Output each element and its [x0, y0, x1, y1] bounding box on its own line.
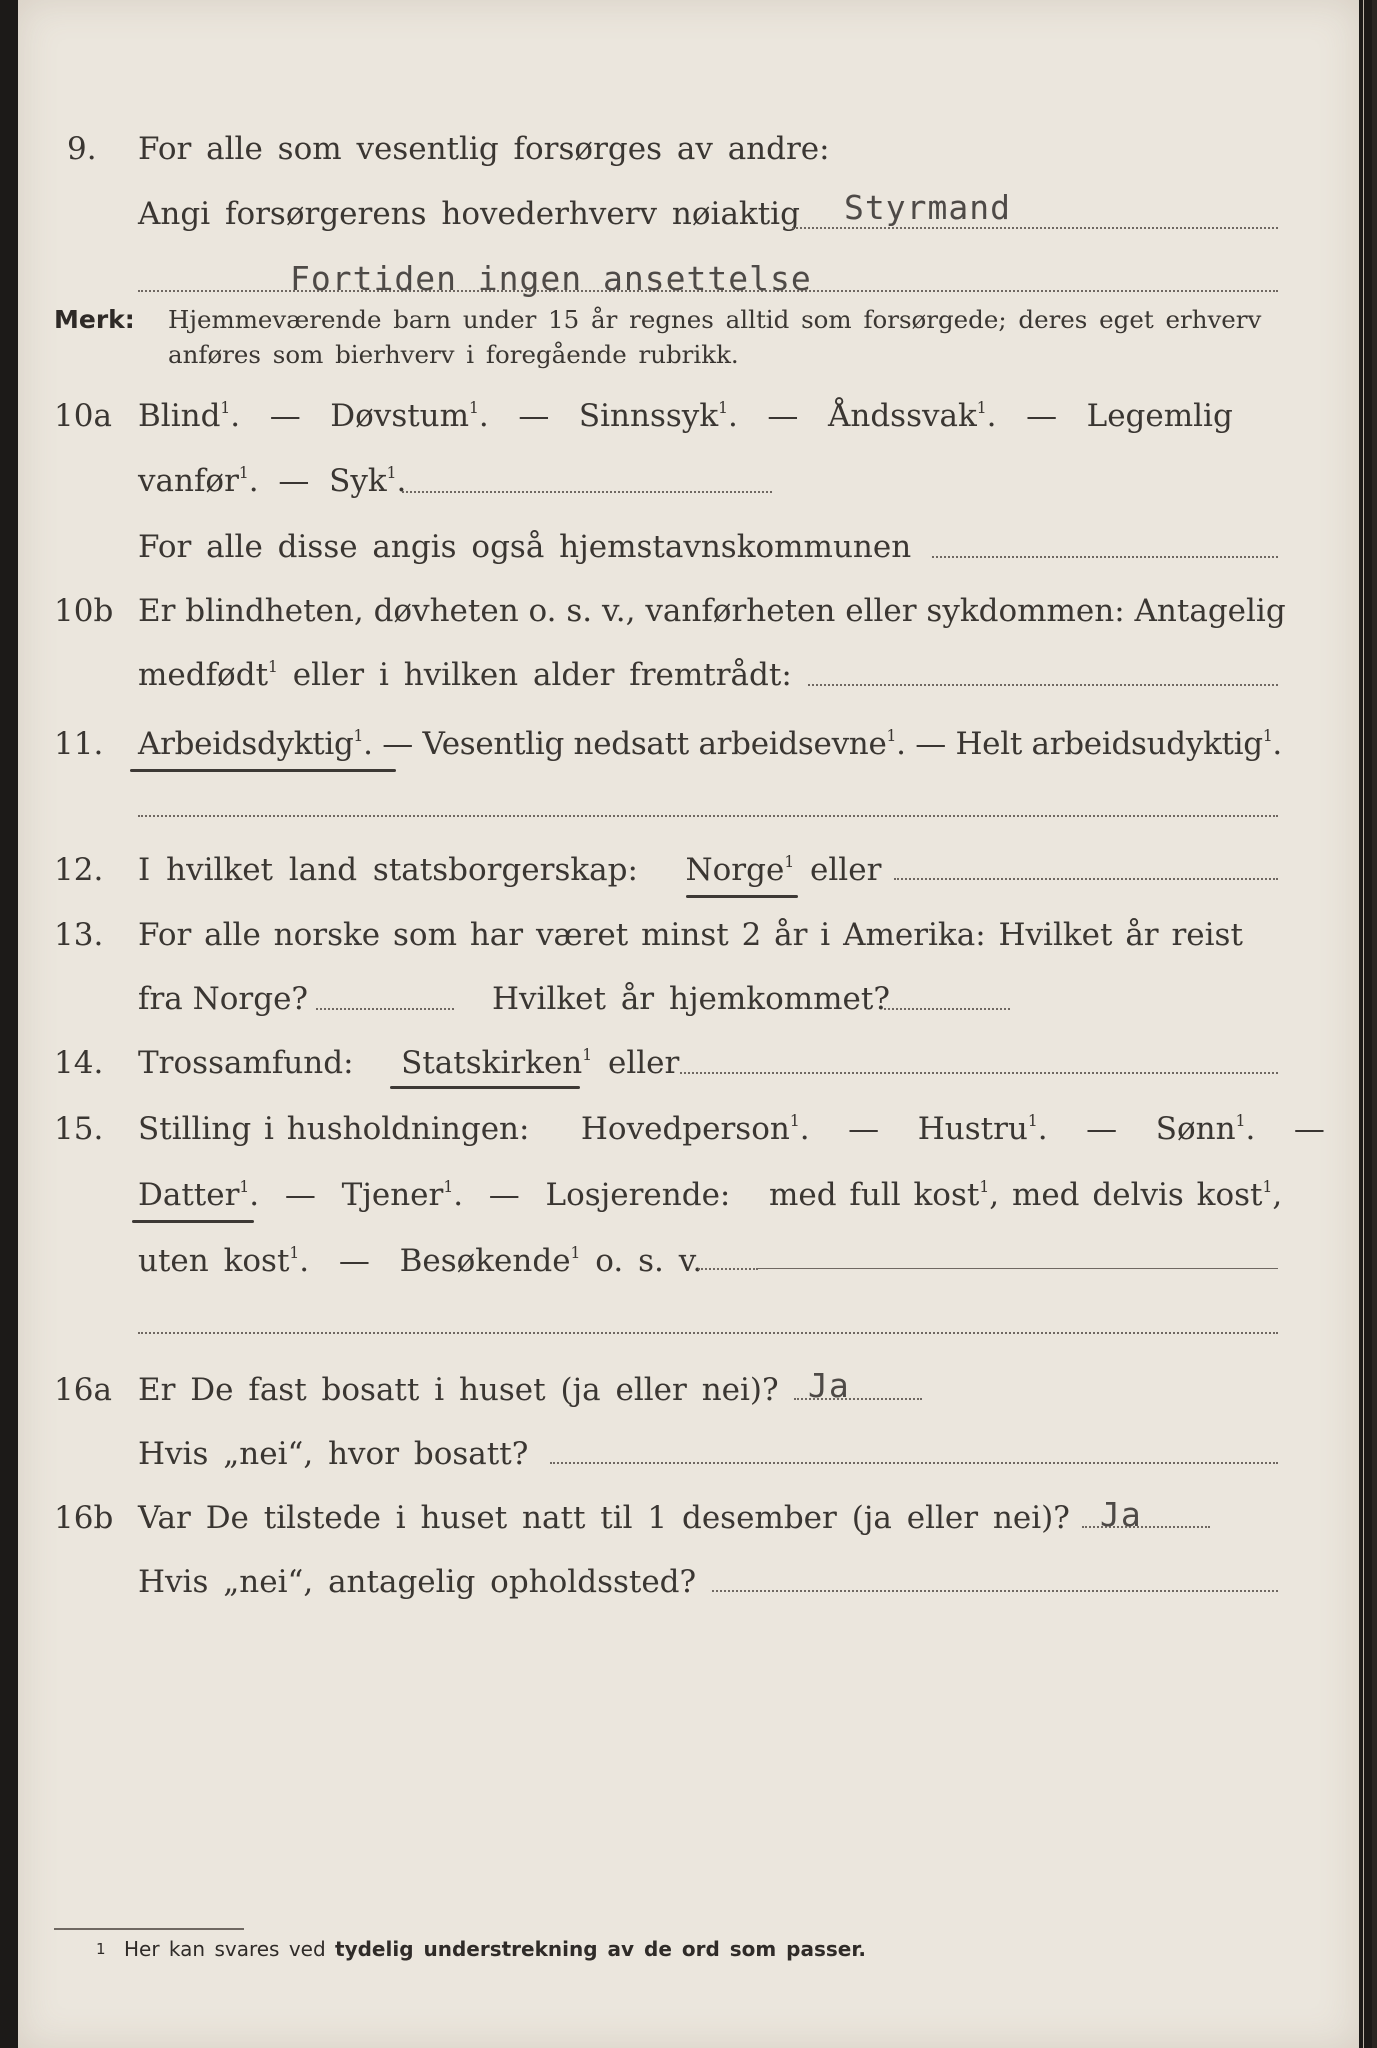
page-edge-line: [1363, 0, 1364, 2048]
opt-hustru: Hustru: [917, 1111, 1028, 1148]
opt-besokende: Besøkende: [399, 1243, 571, 1280]
opt-statskirken: Statskirken: [401, 1045, 583, 1082]
opt-meddelvis: med delvis kost: [1011, 1177, 1263, 1214]
q10b-row1: Er blindheten, døvheten o. s. v., vanførheten eller sykdommen: Antagelig: [138, 593, 1286, 629]
opt-arbeidsdyktig: Arbeidsdyktig: [138, 726, 354, 763]
q15-number: 15.: [54, 1111, 104, 1147]
opt-uten: uten kost: [138, 1243, 290, 1280]
q15-row1: Stilling i husholdningen: Hovedperson$^1$. — Hustru$^1$. — Sønn$^1$. —: [138, 1111, 1325, 1148]
opt-norge: Norge: [685, 852, 785, 889]
q13-number: 13.: [54, 917, 104, 953]
q16b-row1: Var De tilstede i huset natt til 1 desember (ja eller nei)?: [138, 1500, 1070, 1536]
opt-medfodt: medfødt: [138, 657, 269, 694]
q16b-number: 16b: [54, 1500, 114, 1536]
q14-number: 14.: [54, 1045, 104, 1081]
q13-row1: For alle norske som har været minst 2 år i Amerika: Hvilket år reist: [138, 917, 1243, 953]
q12-number: 12.: [54, 852, 104, 888]
q13-row2b: Hvilket år hjemkommet?: [492, 981, 890, 1017]
q10a-hjemstavn-line: [932, 556, 1278, 558]
q9-line1: For alle som vesentlig forsørges av andre:: [138, 131, 830, 167]
q16a-answer: Ja: [808, 1366, 850, 1405]
q10a-row1: Blind$^1$. — Døvstum$^1$. — Sinnssyk$^1$. — Åndssvak$^1$. — Legemlig: [138, 398, 1233, 435]
q11-underline-arbeidsdyktig: [130, 769, 396, 772]
q16a-row1: Er De fast bosatt i huset (ja eller nei)?: [138, 1372, 779, 1408]
q11-row: Arbeidsdyktig$^1$. — Vesentlig nedsatt arbeidsevne$^1$. — Helt arbeidsudyktig$^1$.: [138, 726, 1282, 763]
opt-dovstum: Døvstum: [330, 398, 470, 435]
scan-border: [1372, 0, 1377, 2048]
q11-number: 11.: [54, 726, 104, 762]
q14-underline-statskirken: [390, 1086, 580, 1089]
q16b-answer: Ja: [1100, 1495, 1142, 1534]
merk-line1: Hjemmeværende barn under 15 år regnes alltid som forsørgede; deres eget erhverv: [168, 305, 1262, 334]
opt-udyktig: Helt arbeidsudyktig: [955, 726, 1263, 763]
q11-answer-line: [138, 815, 1278, 817]
q15-answer-line: [758, 1268, 1278, 1269]
q15-row2: Datter$^1$. — Tjener$^1$. — Losjerende: med full kost$^1$, med delvis kost$^1$,: [138, 1177, 1283, 1214]
q10a-answer-line: [402, 491, 772, 493]
merk-label: Merk:: [54, 305, 135, 334]
q12-underline-norge: [686, 895, 798, 898]
q9-answer-line1: [792, 227, 1278, 229]
q16a-row2: Hvis „nei“, hvor bosatt?: [138, 1436, 529, 1472]
opt-losjerende: Losjerende:: [545, 1177, 731, 1214]
footnote-rule: [54, 1928, 244, 1930]
opt-nedsatt: Vesentlig nedsatt arbeidsevne: [422, 726, 887, 763]
q14-row: Trossamfund: Statskirken$^1$ eller: [138, 1045, 680, 1082]
merk-line2: anføres som bierhverv i foregående rubrikk.: [168, 340, 739, 369]
footnote-mark: 1: [96, 1940, 106, 1958]
q10a-row2: vanfør$^1$. — Syk$^1$.: [138, 463, 407, 500]
q16a-number: 16a: [54, 1372, 112, 1408]
q10b-number: 10b: [54, 593, 114, 629]
opt-datter: Datter: [138, 1177, 240, 1214]
q12-answer-line: [894, 878, 1278, 880]
q10a-number: 10a: [54, 398, 112, 434]
opt-vanfor: vanfør: [138, 463, 239, 500]
opt-blind: Blind: [138, 398, 221, 435]
q9-answer-fortiden: Fortiden ingen ansettelse: [290, 259, 812, 298]
q10b-row2: medfødt$^1$ eller i hvilken alder fremtrådt:: [138, 657, 792, 694]
opt-sinnssyk: Sinnssyk: [578, 398, 719, 435]
q10a-row3: For alle disse angis også hjemstavnskommunen: [138, 529, 912, 565]
q16b-opholdssted-line: [712, 1590, 1278, 1592]
q13-row2a: fra Norge?: [138, 981, 309, 1017]
q12-row: I hvilket land statsborgerskap: Norge$^1$ eller: [138, 852, 882, 889]
opt-hovedperson: Hovedperson: [580, 1111, 790, 1148]
opt-syk: Syk: [329, 463, 387, 500]
opt-medfull: med full kost: [768, 1177, 980, 1214]
q9-number: 9.: [67, 131, 97, 167]
q15-underline-datter: [132, 1220, 254, 1223]
q9-line2: Angi forsørgerens hovederhverv nøiaktig: [138, 196, 800, 232]
q13-hjemkommet-line: [884, 1008, 1010, 1010]
opt-legemlig: Legemlig: [1086, 398, 1233, 435]
footnote-text: Her kan svares ved tydelig understrekning av de ord som passer.: [124, 1937, 866, 1961]
q13-reist-line: [316, 1008, 454, 1010]
q14-answer-line: [680, 1072, 1278, 1074]
q16b-row2: Hvis „nei“, antagelig opholdssted?: [138, 1564, 697, 1600]
q16a-bosatt-line: [550, 1462, 1278, 1464]
opt-andssvak: Åndssvak: [827, 398, 977, 435]
q15-row3: uten kost$^1$. — Besøkende$^1$ o. s. v.: [138, 1243, 703, 1280]
q10b-answer-line: [808, 684, 1278, 686]
opt-sonn: Sønn: [1155, 1111, 1236, 1148]
q15-dots-short: [698, 1268, 758, 1270]
census-form-page: [18, 0, 1359, 2048]
opt-tjener: Tjener: [341, 1177, 444, 1214]
q9-answer-styrmand: Styrmand: [844, 188, 1011, 227]
q15-answer-line2: [138, 1332, 1278, 1334]
